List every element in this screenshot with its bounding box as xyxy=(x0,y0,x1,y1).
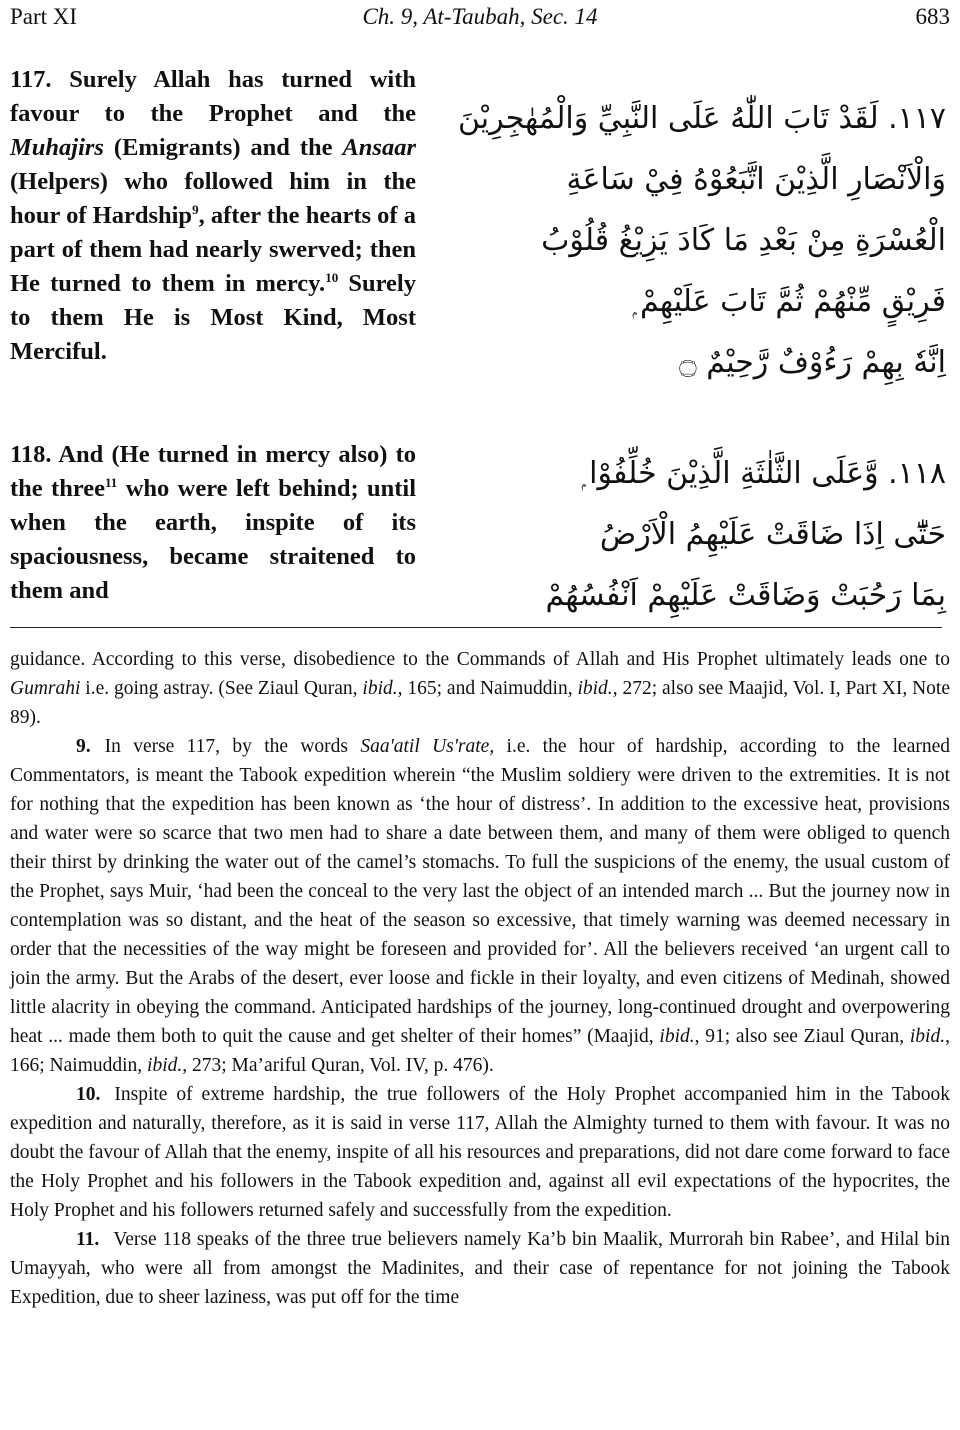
verse-118-arabic xyxy=(516,443,946,626)
verse-text: who were left behind; until when the earth, inspite of its spaciousness, became straitened to them and xyxy=(10,475,417,604)
footnotes xyxy=(10,645,950,1312)
verse-text: (Emigrants) and the xyxy=(103,134,343,161)
footnote-11 xyxy=(10,1225,950,1312)
arabic-line: ١١٧. لَقَدْ تَابَ اللّٰهُ عَلَى النَّبِيِّ وَالْمُهٰجِرِيْنَ xyxy=(457,101,946,136)
note-text: , 91; also see Ziaul Quran, xyxy=(694,1026,910,1047)
note-text-italic: ibid. xyxy=(909,1026,946,1047)
note-text: Verse 118 speaks of the three true believers namely Ka’b bin Maalik, Murrorah bin Rabee’, and Hilal bin Umayyah, who were all from amongst the Madinites, and their case of repentance for not joining the Tabook Expedition, due to sheer laziness, was put off for the time xyxy=(10,1229,950,1308)
note-text: In verse 117, by the words xyxy=(104,736,361,757)
note-text-italic: ibid. xyxy=(577,678,613,699)
verse-text: , after the hearts of a part of them had nearly swerved; then He turned to them in mercy. xyxy=(10,202,416,297)
footnote-ref-11[interactable]: 11 xyxy=(105,474,118,490)
arabic-line: اِنَّهٗ بِهِمْ رَءُوْفٌ رَّحِيْمٌ ۝ xyxy=(679,345,946,380)
note-text: Inspite of extreme hardship, the true followers of the Holy Prophet accompanied him in the Tabook expedition and naturally, therefore, as it is said in verse 117, Allah the Almighty turned to them with favour. It was no doubt the favour of Allah that the enemy, inspite of all his resources and preparations, did not dare come forward to face the Holy Prophet and his followers in the Tabook expedition and, against all evil expectations of the hypocrites, the Holy Prophet and his followers returned safely and successfully from the expedition. xyxy=(10,1084,950,1221)
footnote-ref-9[interactable]: 9 xyxy=(192,201,199,217)
note-text-italic: ibid. xyxy=(659,1026,695,1047)
verse-text: Surely to them He is Most Kind, Most Merciful. xyxy=(10,270,416,365)
arabic-line: وَالْاَنْصَارِ الَّذِيْنَ اتَّبَعُوْهُ فِيْ سَاعَةِ xyxy=(566,162,946,197)
note-text: , 273; Ma’ariful Quran, Vol. IV, p. 476). xyxy=(182,1055,494,1076)
verse-text-italic: Ansaar xyxy=(342,134,416,161)
note-text: , 272; also see Maajid, Vol. I, Part XI, Note 89). xyxy=(10,678,950,728)
verse-text: (Helpers) who followed him in the hour of Hardship xyxy=(10,168,416,229)
note-text-italic: ibid. xyxy=(147,1055,183,1076)
note-text: , 166; Naimuddin, xyxy=(10,1026,950,1076)
footnote-continuation xyxy=(10,645,950,732)
footnote-ref-10[interactable]: 10 xyxy=(325,269,339,285)
verse-text-italic: Muhajirs xyxy=(10,134,104,161)
note-text: i.e. going astray. (See Ziaul Quran, xyxy=(80,678,363,699)
arabic-line: بِمَا رَحُبَتْ وَضَاقَتْ عَلَيْهِمْ اَنْفُسُهُمْ xyxy=(545,578,946,613)
page-number: 683 xyxy=(915,4,950,29)
footnote-number: 11. xyxy=(76,1229,100,1250)
footnote-10 xyxy=(10,1080,950,1225)
note-text-italic: Saa'atil Us'rate, xyxy=(360,736,495,757)
verse-117-arabic xyxy=(457,88,946,393)
note-text-italic: ibid. xyxy=(362,678,398,699)
verse-text: 118. And (He turned in mercy also) to the three xyxy=(10,441,416,502)
note-text: , 165; and Naimuddin, xyxy=(397,678,578,699)
arabic-line: ١١٨. وَّعَلَى الثَّلٰثَةِ الَّذِيْنَ خُلِّفُوْا ۭ xyxy=(581,456,946,491)
footnote-number: 10. xyxy=(76,1084,101,1105)
arabic-line: الْعُسْرَةِ مِنْ بَعْدِ مَا كَادَ يَزِيْغُ قُلُوْبُ xyxy=(541,223,946,258)
note-text-italic: Gumrahi xyxy=(10,678,81,699)
chapter-title: Ch. 9, At-Taubah, Sec. 14 xyxy=(362,4,598,29)
footnote-number: 9. xyxy=(76,736,91,757)
verse-118-translation xyxy=(10,438,416,608)
footnote-9 xyxy=(10,732,950,1080)
page-header xyxy=(10,4,950,36)
note-text: guidance. According to this verse, disobedience to the Commands of Allah and His Prophet ultimately leads one to xyxy=(10,649,950,670)
arabic-line: فَرِيْقٍ مِّنْهُمْ ثُمَّ تَابَ عَلَيْهِمْ ۭ xyxy=(632,284,946,319)
note-text: i.e. the hour of hardship, according to the learned Commentators, is meant the Tabook expedition wherein “the Muslim soldiery were driven to the extremities. It is not for nothing that the expedition has been known as ‘the hour of distress’. In addition to the excessive heat, provisions and water were so scarce that two men had to share a date between them, and many of them were obliged to quench their thirst by drinking the water out of the camel’s stomachs. To full the suspicions of the enemy, the usual custom of the Prophet, says Muir, ‘had been the conceal to the very last the object of an intended march ... But the journey now in contemplation was so distant, and the heat of the season so excessive, that timely warning was deemed necessary in order that the necessities of the way might be foreseen and provided for’. All the believers received ‘an urgent call to join the army. But the Arabs of the desert, ever loose and fickle in their loyalty, and even citizens of Medinah, showed little alacrity in obeying the command. Anticipated hardships of the journey, long-continued drought and overpowering heat ... made them both to quit the cause and get shelter of their homes” (Maajid, xyxy=(10,736,950,1047)
verse-117-translation xyxy=(10,63,416,369)
footnote-divider xyxy=(10,627,942,628)
part-label: Part XI xyxy=(10,4,78,29)
verse-text: 117. Surely Allah has turned with favour to the Prophet and the xyxy=(10,66,416,127)
arabic-line: حَتّٰٓى اِذَا ضَاقَتْ عَلَيْهِمُ الْاَرْضُ xyxy=(599,517,946,552)
